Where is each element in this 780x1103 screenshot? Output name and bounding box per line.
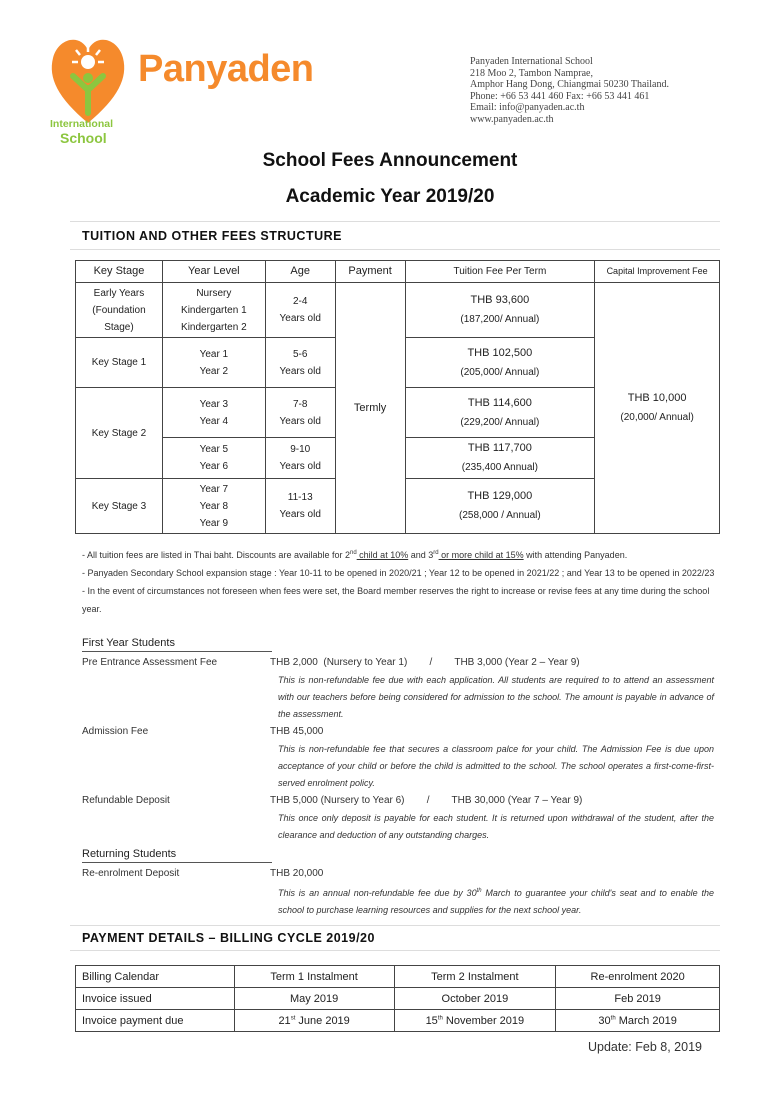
term2-cell: October 2019 [394,988,556,1010]
header-re-enrolment: Re-enrolment 2020 [556,966,720,988]
deposit-description: This once only deposit is payable for each student. It is returned upon withdrawal of the student, after the clearance and deduction of any outstanding charges. [278,813,714,840]
age-cell: 9-10 Years old [265,438,335,479]
admission-label: Admission Fee [82,726,149,737]
year-level-cell: Year 3 Year 4 [162,388,265,438]
note-revision: - In the event of circumstances not foreseen when fees were set, the Board member reserves the right to increase or revise fees at any time during the school year. [82,586,710,614]
divider [70,925,720,926]
pre-entrance-description: This is non-refundable fee due with each application. All students are required to to attend an assessment with our teachers before being considered for admission to the school. The amount is payable in advance of the assessment. [278,675,714,719]
re-enrolment-cell: 30th March 2019 [556,1010,720,1032]
billing-table [75,965,720,1032]
tuition-fee-table [75,260,720,534]
header-billing-calendar: Billing Calendar [76,966,235,988]
school-address [470,56,770,125]
tuition-section-title: TUITION AND OTHER FEES STRUCTURE [82,229,342,243]
document-title: School Fees Announcement [262,150,518,171]
row-label: Invoice issued [76,988,235,1010]
billing-row-issued [76,988,720,1010]
admission-amount: THB 45,000 [270,726,324,737]
address-line: www.panyaden.ac.th [470,113,554,125]
key-stage-cell: Key Stage 1 [76,338,163,388]
first-year-heading: First Year Students [82,637,175,649]
note-expansion: - Panyaden Secondary School expansion stage : Year 10-11 to be opened in 2020/21 ; Year 12 to be opened in 2021/22 ; and Year 13 to be opened in 2022/23 [82,568,715,578]
age-cell: 7-8 Years old [265,388,335,438]
year-level-cell: Year 1 Year 2 [162,338,265,388]
update-date: Update: Feb 8, 2019 [588,1040,702,1054]
tuition-fee-cell: THB 102,500 (205,000/ Annual) [405,338,595,388]
address-line: 218 Moo 2, Tambon Namprae, [470,67,593,79]
year-level-cell: Year 5 Year 6 [162,438,265,479]
header-term2: Term 2 Instalment [394,966,556,988]
header-capital-fee: Capital Improvement Fee [595,261,720,283]
key-stage-cell: Early Years (Foundation Stage) [76,283,163,338]
row-label: Invoice payment due [76,1010,235,1032]
heading-underline [82,862,272,863]
key-stage-cell: Key Stage 2 [76,388,163,479]
address-line: Email: info@panyaden.ac.th [470,102,585,113]
returning-heading: Returning Students [82,848,177,860]
tuition-fee-cell: THB 117,700 (235,400 Annual) [405,438,595,479]
header-key-stage: Key Stage [76,261,163,283]
header-tuition-fee: Tuition Fee Per Term [405,261,595,283]
logo-sub-international: International [50,118,114,130]
term1-cell: May 2019 [234,988,394,1010]
address-line: Panyaden International School [470,56,593,67]
age-cell: 5-6 Years old [265,338,335,388]
address-line: Amphor Hang Dong, Chiangmai 50230 Thailand. [470,79,669,90]
re-enrolment-cell: Feb 2019 [556,988,720,1010]
note-discount: - All tuition fees are listed in Thai baht. Discounts are available for 2nd child at 10% and 3rd or more child at 15% with attending Panyaden. [82,550,628,560]
re-enrolment-description: This is an annual non-refundable fee due by 30th March to guarantee your child's seat and to enable the school to purchase learning resources and supplies for the next school year. [278,888,714,915]
table-row [76,283,720,338]
divider [70,249,720,250]
deposit-amount: THB 5,000 (Nursery to Year 6) / THB 30,000 (Year 7 – Year 9) [270,795,583,806]
header-term1: Term 1 Instalment [234,966,394,988]
table-header-row [76,261,720,283]
key-stage-cell: Key Stage 3 [76,479,163,534]
term2-cell: 15th November 2019 [394,1010,556,1032]
divider [70,221,720,222]
logo-word: Panyaden [138,48,314,90]
year-level-cell: Nursery Kindergarten 1 Kindergarten 2 [162,283,265,338]
heading-underline [82,651,272,652]
payment-cell: Termly [335,283,405,534]
tuition-fee-cell: THB 129,000 (258,000 / Annual) [405,479,595,534]
tuition-fee-cell: THB 114,600 (229,200/ Annual) [405,388,595,438]
billing-row-due [76,1010,720,1032]
billing-header-row [76,966,720,988]
admission-description: This is non-refundable fee that secures a classroom palce for your child. The Admission Fee is due upon acceptance of your child or before the child is admitted to the school. The school operates a first-come-first-served enrolment policy. [278,744,714,788]
school-logo [48,28,348,148]
divider [70,950,720,951]
pre-entrance-label: Pre Entrance Assessment Fee [82,657,218,668]
age-cell: 2-4 Years old [265,283,335,338]
re-enrolment-label: Re-enrolment Deposit [82,868,180,879]
capital-fee-cell: THB 10,000 (20,000/ Annual) [595,283,720,534]
logo-sub-school: School [60,130,107,146]
year-level-cell: Year 7 Year 8 Year 9 [162,479,265,534]
tuition-fee-cell: THB 93,600 (187,200/ Annual) [405,283,595,338]
term1-cell: 21st June 2019 [234,1010,394,1032]
age-cell: 11-13 Years old [265,479,335,534]
deposit-label: Refundable Deposit [82,795,170,806]
address-line: Phone: +66 53 441 460 Fax: +66 53 441 461 [470,90,650,102]
header-payment: Payment [335,261,405,283]
header-age: Age [265,261,335,283]
payment-section-title: PAYMENT DETAILS – BILLING CYCLE 2019/20 [82,931,375,945]
fee-notes [82,544,722,618]
document-subtitle: Academic Year 2019/20 [285,186,495,207]
pre-entrance-amount: THB 2,000 (Nursery to Year 1) / THB 3,000 (Year 2 – Year 9) [270,657,580,668]
header-year-level: Year Level [162,261,265,283]
re-enrolment-amount: THB 20,000 [270,868,324,879]
